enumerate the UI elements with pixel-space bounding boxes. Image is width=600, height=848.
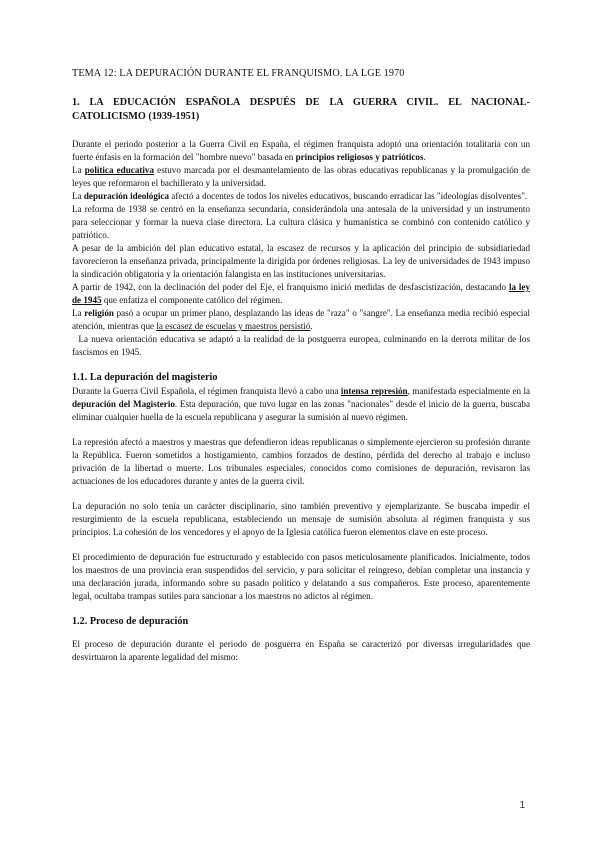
page-number: 1	[519, 800, 525, 811]
paragraph: La depuración no solo tenía un carácter disciplinario, sino también preventivo y ejemplarizante. Se buscaba impedir el resurgimiento de la escuela republicana, estableciendo un mensaje de sumisión absoluta al régimen franquista y sus principios. La cohesión de los vencedores y el apoyo de la Iglesia católica fueron elementos clave en este proceso.	[72, 501, 530, 537]
document-page	[72, 68, 533, 664]
paragraph: La religión pasó a ocupar un primer plano, desplazando las ideas de "raza" o "sangre". La enseñanza media recibió especial atención, mientras que la escasez de escuelas y maestros persistió.	[72, 308, 530, 331]
paragraph: La represión afectó a maestros y maestras que defendieron ideas republicanas o simplemente ejercieron su profesión durante la República. Fueron sometidos a hostigamiento, cambios forzados de destino, pérdida del derecho al trabajo e incluso privación de la libertad o muerte. Los tribunales especiales, conocidos como comisiones de depuración, revisaron las actuaciones de los educadores durante y antes de la guerra civil.	[72, 437, 530, 486]
section-1-heading: 1. LA EDUCACIÓN ESPAÑOLA DESPUÉS DE LA GUERRA CIVIL. EL NACIONAL-CATOLICISMO (1939-1951)	[72, 97, 530, 122]
paragraph: Durante la Guerra Civil Española, el régimen franquista llevó a cabo una intensa represión, manifestada especialmente en la depuración del Magisterio. Esta depuración, que tuvo lugar en las zonas "nacionales" desde el inicio de la guerra, buscaba eliminar cualquier huella de la escuela republicana y asegurar la sumisión al nuevo régimen.	[72, 386, 531, 422]
paragraph: A partir de 1942, con la declinación del poder del Eje, el franquismo inició medidas de desfascistización, destacando la ley de 1945 que enfatiza el componente católico del régimen.	[72, 282, 530, 305]
paragraph: Durante el periodo posterior a la Guerra Civil en España, el régimen franquista adoptó una orientación totalitaria con un fuerte énfasis en la formación del "hombre nuevo" basada en principios religiosos y patrióticos.	[72, 139, 530, 162]
paragraph: La depuración ideológica afectó a docentes de todos los niveles educativos, buscando erradicar las "ideologías disolventes".	[72, 191, 528, 201]
document-title: TEMA 12: LA DEPURACIÓN DURANTE EL FRANQUISMO. LA LGE 1970	[72, 68, 405, 79]
paragraph: El procedimiento de depuración fue estructurado y establecido con pasos meticulosamente planificados. Inicialmente, todos los maestros de una provincia eran suspendidos del servicio, y para solicitar el reingreso, debían completar una instancia y una declaración jurada, informando sobre su pasado político y delatando a sus compañeros. Este proceso, aparentemente legal, ocultaba trampas sutiles para sancionar a los maestros no adictos al régimen.	[72, 552, 530, 601]
section-1-2-heading: 1.2. Proceso de depuración	[72, 616, 189, 627]
paragraph: La reforma de 1938 se centró en la enseñanza secundaria, considerándola una antesala de la universidad y un instrumento para seleccionar y formar la nueva clase directora. La cultura clásica y humanística se combinó con contenido católico y patriótico.	[72, 204, 530, 240]
paragraph: El proceso de depuración durante el periodo de posguerra en España se caracterizó por diversas irregularidades que desvirtuaron la aparente legalidad del mismo:	[72, 639, 530, 662]
paragraph: La política educativa estuvo marcada por el desmantelamiento de las obras educativas republicanas y la promulgación de leyes que reformaron el bachillerato y la universidad.	[72, 165, 531, 188]
paragraph: La nueva orientación educativa se adaptó a la realidad de la postguerra europea, culminando en la derrota militar de los fascismos en 1945.	[72, 334, 533, 357]
section-1-1-heading: 1.1. La depuración del magisterio	[72, 372, 218, 383]
paragraph: A pesar de la ambición del plan educativo estatal, la escasez de recursos y la aplicación del principio de subsidiariedad favorecieron la enseñanza privada, principalmente la dirigida por órdenes religiosas. La ley de universidades de 1943 impuso la sindicación obligatoria y la orientación falangista en las instituciones universitarias.	[72, 243, 530, 279]
